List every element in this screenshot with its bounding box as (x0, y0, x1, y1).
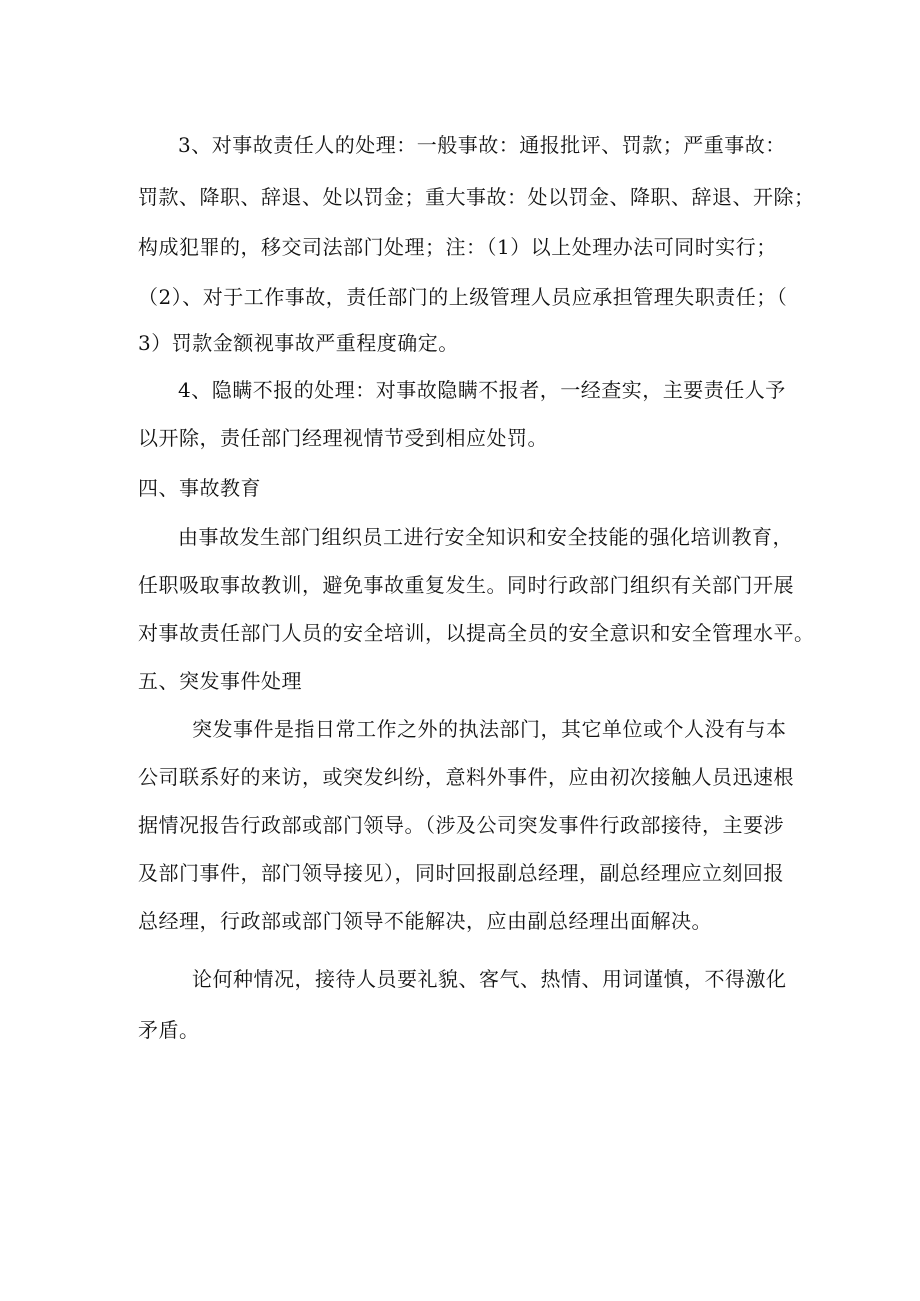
education-paragraph-line-3: 对事故责任部门人员的安全培训，以提高全员的安全意识和安全管理水平。 (138, 621, 815, 645)
education-paragraph-line-1: 由事故发生部门组织员工进行安全知识和安全技能的强化培训教育， (178, 525, 793, 549)
paragraph-3-line-4: （2）、对于工作事故，责任部门的上级管理人员应承担管理失职责任；（ (138, 285, 788, 309)
paragraph-3-line-3: 构成犯罪的，移交司法部门处理；注：（1）以上处理办法可同时实行； (138, 235, 777, 259)
paragraph-4-line-1: 4、隐瞒不报的处理：对事故隐瞒不报者，一经查实，主要责任人予 (178, 378, 786, 402)
emergency-paragraph-line-4: 及部门事件，部门领导接见），同时回报副总经理，副总经理应立刻回报 (138, 861, 784, 885)
paragraph-3-line-5: 3）罚款金额视事故严重程度确定。 (138, 331, 459, 355)
emergency-paragraph-line-3: 据情况报告行政部或部门领导。（涉及公司突发事件行政部接待，主要涉 (138, 813, 784, 837)
paragraph-3-line-2: 罚款、降职、辞退、处以罚金；重大事故：处以罚金、降职、辞退、开除； (138, 185, 815, 209)
paragraph-3-line-1: 3、对事故责任人的处理：一般事故：通报批评、罚款；严重事故： (178, 133, 786, 157)
paragraph-4-line-2: 以开除，责任部门经理视情节受到相应处罚。 (138, 426, 548, 450)
emergency-paragraph-line-1: 突发事件是指日常工作之外的执法部门，其它单位或个人没有与本 (192, 717, 787, 741)
reception-paragraph-line-1: 论何种情况，接待人员要礼貌、客气、热情、用词谨慎，不得激化 (192, 967, 787, 991)
section-heading-emergency-handling: 五、突发事件处理 (138, 669, 302, 693)
reception-paragraph-line-2: 矛盾。 (138, 1018, 200, 1042)
education-paragraph-line-2: 任职吸取事故教训，避免事故重复发生。同时行政部门组织有关部门开展 (138, 573, 794, 597)
emergency-paragraph-line-2: 公司联系好的来访，或突发纠纷，意料外事件，应由初次接触人员迅速根 (138, 765, 794, 789)
emergency-paragraph-line-5: 总经理，行政部或部门领导不能解决，应由副总经理出面解决。 (138, 909, 712, 933)
section-heading-accident-education: 四、事故教育 (138, 476, 261, 500)
